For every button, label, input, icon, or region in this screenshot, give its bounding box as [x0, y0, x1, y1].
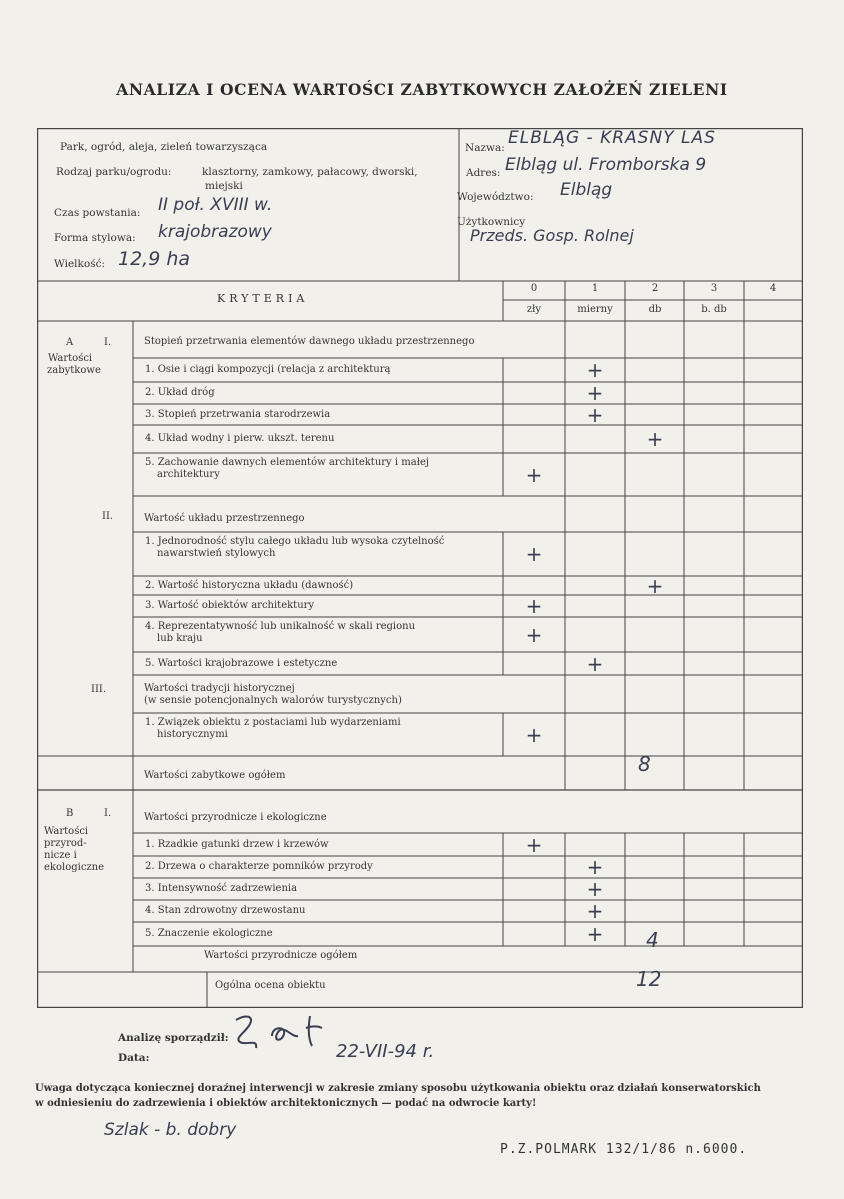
section-a-roman-2: II. [102, 511, 114, 522]
printer-mark: P.Z.POLMARK 132/1/86 n.6000. [500, 1142, 748, 1157]
b-criterion-1 [145, 839, 329, 851]
a-criterion-text: 4. Reprezentatywność lub unikalność w skali regionu [145, 621, 416, 632]
a-criterion-7 [145, 580, 353, 592]
a-criterion-8 [145, 600, 314, 612]
a-score-mark-10: + [586, 651, 604, 676]
rodzaj-options: klasztorny, zamkowy, pałacowy, dworski, [202, 166, 418, 178]
group-1-title: Stopień przetrwania elementów dawnego układu przestrzennego [144, 336, 475, 347]
nazwa-value: ELBLĄG - KRASNY LAS [508, 128, 716, 148]
data-label: Data: [118, 1052, 150, 1064]
b-criterion-4 [145, 905, 305, 917]
section-a-label-1: Wartości [48, 353, 93, 364]
uzytkownicy-label: Użytkownicy [457, 216, 526, 228]
b-criterion-2 [145, 861, 373, 873]
a-criterion-text-cont: architektury [157, 468, 220, 480]
score-header-num-2: 2 [651, 283, 659, 294]
section-b-total-value: 4 [646, 928, 659, 952]
adres-value: Elbląg ul. Fromborska 9 [505, 155, 707, 175]
a-criterion-text-cont: historycznymi [157, 728, 228, 740]
group-3-title-1: Wartości tradycji historycznej [144, 683, 295, 694]
score-header-word-0: zły [526, 304, 542, 315]
analiza-label: Analizę sporządził: [118, 1032, 229, 1044]
analiza-signature [228, 1008, 348, 1058]
group-3-title-2: (w sensie potencjonalnych walorów turystycznych) [144, 695, 402, 706]
group-b-title: Wartości przyrodnicze i ekologiczne [144, 812, 327, 823]
data-value: 22-VII-94 r. [336, 1041, 435, 1062]
section-a-label-2: zabytkowe [47, 365, 101, 376]
wojewodztwo-value: Elbląg [560, 180, 613, 200]
b-score-mark-1: + [525, 832, 543, 857]
b-criterion-3 [145, 883, 297, 895]
a-criterion-6 [145, 536, 444, 559]
b-criterion-text: 3. Intensywność zadrzewienia [145, 883, 298, 894]
section-b-label-3: nicze i [44, 850, 77, 861]
note-handwriting: Szlak - b. dobry [104, 1120, 237, 1140]
section-b-label-4: ekologiczne [44, 862, 105, 873]
a-score-mark-4: + [646, 427, 664, 451]
a-score-mark-2: + [586, 381, 604, 405]
score-header-num-1: 1 [591, 283, 599, 294]
a-criterion-text: 4. Układ wodny i pierw. ukszt. terenu [145, 433, 335, 444]
a-score-mark-6: + [525, 542, 543, 566]
uzytkownicy-value: Przeds. Gosp. Rolnej [470, 226, 634, 245]
a-criterion-1 [145, 364, 390, 376]
note-line-2: w odniesieniu do zadrzewienia i obiektów architektonicznych — podać na odwrocie karty! [35, 1098, 537, 1109]
b-score-mark-2: + [586, 855, 604, 879]
a-criterion-3 [145, 409, 330, 421]
b-criterion-text: 5. Znaczenie ekologiczne [145, 928, 273, 939]
czas-label: Czas powstania: [54, 207, 141, 219]
score-header-num-4: 4 [769, 283, 777, 294]
b-criterion-text: 1. Rzadkie gatunki drzew i krzewów [145, 838, 329, 850]
overall-label: Ogólna ocena obiektu [215, 980, 326, 991]
a-criterion-text: 1. Związek obiektu z postaciami lub wydarzeniami [145, 717, 401, 728]
b-score-mark-4: + [586, 899, 604, 923]
a-criterion-text: 2. Układ dróg [145, 387, 215, 398]
a-score-mark-3: + [586, 402, 604, 427]
a-score-mark-11: + [525, 722, 543, 747]
park-label: Park, ogród, aleja, zieleń towarzysząca [60, 141, 268, 153]
a-criterion-text: 5. Zachowanie dawnych elementów architektury i małej [145, 457, 429, 468]
group-2-title: Wartość układu przestrzennego [144, 513, 305, 524]
section-b-label-1: Wartości [44, 826, 89, 837]
wojewodztwo-label: Województwo: [457, 191, 534, 203]
rodzaj-label: Rodzaj parku/ogrodu: [56, 166, 172, 178]
b-criterion-5 [145, 928, 273, 940]
b-criterion-text: 4. Stan zdrowotny drzewostanu [145, 905, 306, 916]
a-criterion-4 [145, 433, 334, 445]
a-criterion-text: 1. Osie i ciągi kompozycji (relacja z architekturą [145, 364, 391, 375]
a-score-mark-1: + [586, 358, 604, 382]
wielkosc-label: Wielkość: [54, 258, 106, 270]
score-header-word-3: b. db [701, 304, 727, 315]
a-score-mark-5: + [525, 462, 543, 487]
overall-value: 12 [636, 967, 662, 991]
analiza-value-text: signature [228, 1008, 233, 1009]
section-a-total-label: Wartości zabytkowe ogółem [144, 770, 286, 781]
a-criterion-text: 5. Wartości krajobrazowe i estetyczne [145, 657, 338, 669]
section-a-letter: A [66, 337, 74, 348]
score-header-num-3: 3 [710, 283, 718, 294]
a-criterion-10 [145, 658, 337, 670]
a-criterion-9 [145, 621, 415, 644]
a-criterion-text-cont: nawarstwień stylowych [157, 547, 276, 559]
a-score-mark-8: + [525, 594, 543, 618]
note-line-1: Uwaga dotycząca koniecznej doraźnej interwencji w zakresie zmiany sposobu użytkowania obiektu oraz działań konserwatorskich [35, 1083, 761, 1094]
score-header-num-0: 0 [530, 283, 538, 294]
score-header-word-2: db [648, 304, 662, 315]
a-criterion-2 [145, 387, 215, 399]
a-criterion-11 [145, 717, 401, 740]
form-title: ANALIZA I OCENA WARTOŚCI ZABYTKOWYCH ZAŁOŻEŃ ZIELENI [116, 80, 728, 99]
a-score-mark-9: + [525, 622, 543, 647]
forma-value: krajobrazowy [158, 222, 272, 242]
section-b-letter: B [66, 808, 74, 819]
a-criterion-text-cont: lub kraju [157, 632, 203, 644]
b-score-mark-5: + [586, 922, 604, 946]
a-score-mark-7: + [646, 573, 664, 598]
wielkosc-value: 12,9 ha [118, 248, 191, 270]
rodzaj-options-cont: miejski [205, 180, 243, 192]
a-criterion-text: 2. Wartość historyczna układu (dawność) [145, 579, 354, 591]
section-a-total-value: 8 [638, 752, 651, 776]
section-b-total-label: Wartości przyrodnicze ogółem [204, 950, 358, 961]
score-header-word-1: mierny [577, 304, 613, 315]
section-b-roman-1: I. [104, 808, 112, 819]
a-criterion-text: 3. Wartość obiektów architektury [145, 600, 315, 611]
adres-label: Adres: [466, 167, 501, 179]
section-a-roman-3: III. [91, 684, 107, 695]
kryteria-heading: KRYTERIA [217, 292, 309, 305]
czas-value: II poł. XVIII w. [158, 195, 273, 215]
b-criterion-text: 2. Drzewa o charakterze pomników przyrody [145, 861, 373, 872]
section-a-roman-1: I. [104, 337, 112, 348]
forma-label: Forma stylowa: [54, 232, 136, 244]
nazwa-label: Nazwa: [465, 142, 505, 154]
a-criterion-5 [145, 457, 429, 480]
b-score-mark-3: + [586, 877, 604, 901]
section-b-label-2: przyrod- [44, 838, 87, 849]
a-criterion-text: 3. Stopień przetrwania starodrzewia [145, 408, 331, 420]
a-criterion-text: 1. Jednorodność stylu całego układu lub wysoka czytelność [145, 536, 445, 547]
